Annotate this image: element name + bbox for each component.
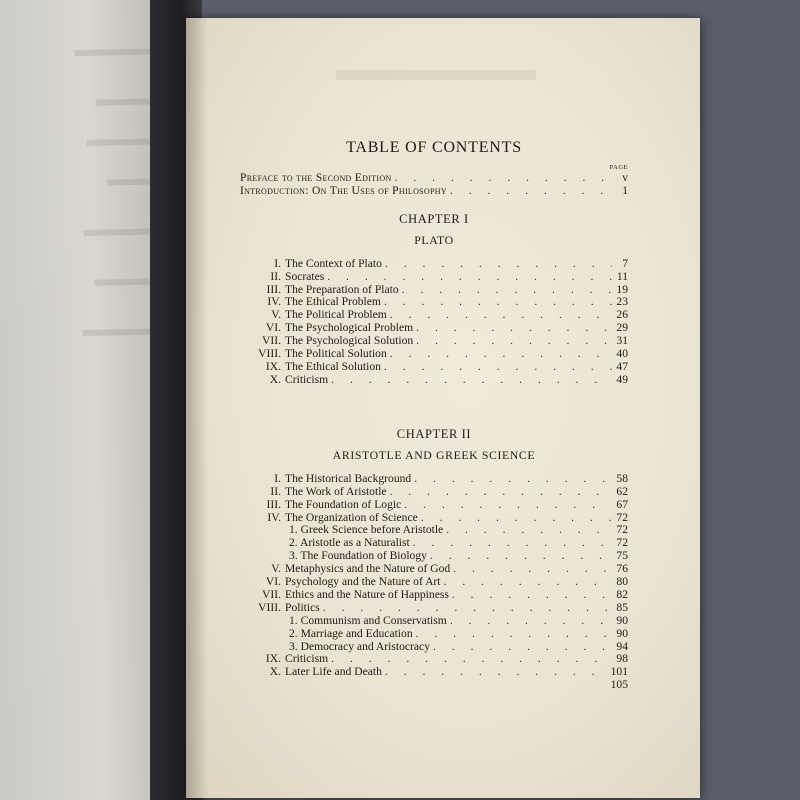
leader-dots <box>401 499 612 512</box>
leader-dots <box>410 537 612 550</box>
section-number: VIII. <box>258 600 281 614</box>
section-number: V. <box>271 308 281 322</box>
toc-row <box>240 499 628 512</box>
section-number: I. <box>274 256 281 270</box>
leader-dots <box>413 322 612 335</box>
entry-title: 3. Democracy and Aristocracy <box>289 639 430 653</box>
page-number: 58 <box>616 471 628 485</box>
leader-dots <box>413 628 612 641</box>
page-number: 29 <box>616 321 628 335</box>
page-number: 1 <box>622 183 628 197</box>
leader-dots <box>427 550 612 563</box>
entry-title: Metaphysics and the Nature of God <box>285 562 451 576</box>
toc-row <box>240 473 628 486</box>
page-number: 75 <box>616 549 628 563</box>
entry-title: 1. Greek Science before Aristotle <box>289 523 444 537</box>
leader-dots <box>399 284 612 297</box>
leader-dots <box>413 335 612 348</box>
toc-subrow <box>240 628 628 641</box>
page-number: 67 <box>616 497 628 511</box>
toc-row <box>240 589 628 602</box>
leader-dots <box>447 185 612 198</box>
toc-row <box>240 258 628 271</box>
toc-subrow <box>240 615 628 628</box>
entry-title: 3. The Foundation of Biology <box>289 549 427 563</box>
page-column-label: PAGE <box>609 163 628 171</box>
front-matter <box>240 172 628 198</box>
entry-title: The Organization of Science <box>285 510 418 524</box>
page-number: 82 <box>616 587 628 601</box>
leader-dots <box>443 524 612 537</box>
entry-title: Psychology and the Nature of Art <box>285 575 441 589</box>
leader-dots <box>382 258 612 271</box>
leader-dots <box>450 563 612 576</box>
entry-title: The Context of Plato <box>285 256 382 270</box>
chapter-heading: CHAPTER I <box>399 211 469 226</box>
page-number: 80 <box>616 575 628 589</box>
leader-dots <box>430 641 612 654</box>
page-number: 94 <box>616 639 628 653</box>
section-number: IX. <box>265 652 281 666</box>
entry-title: The Work of Aristotle <box>285 484 387 498</box>
toc-row <box>240 271 628 284</box>
leader-dots <box>387 486 612 499</box>
toc-page <box>186 18 700 798</box>
leader-dots <box>381 361 612 374</box>
entry-title: The Foundation of Logic <box>285 497 402 511</box>
page-number: 98 <box>616 652 628 666</box>
section-number: III. <box>266 497 281 511</box>
leader-dots <box>441 576 612 589</box>
page-number: 19 <box>616 282 628 296</box>
page-number: v <box>622 170 628 184</box>
toc-row <box>240 679 628 692</box>
entry-title: 2. Aristotle as a Naturalist <box>289 536 410 550</box>
page-number: 23 <box>616 295 628 309</box>
leader-dots <box>320 602 612 615</box>
page-number: 90 <box>616 613 628 627</box>
entry-title: The Historical Background <box>285 471 412 485</box>
entry-title: Preface to the Second Edition <box>240 170 392 184</box>
page-number: 76 <box>616 562 628 576</box>
entry-title: The Ethical Solution <box>285 359 381 373</box>
leader-dots <box>449 589 612 602</box>
page-number: 11 <box>616 269 628 283</box>
leader-dots <box>387 348 612 361</box>
section-number: I. <box>274 471 281 485</box>
entry-title: Criticism <box>285 372 329 386</box>
page-title: TABLE OF CONTENTS <box>346 139 522 156</box>
section-number: II. <box>270 269 281 283</box>
leader-dots <box>381 296 612 309</box>
section-number: VI. <box>265 321 281 335</box>
section-number: IV. <box>267 510 281 524</box>
toc-row <box>240 374 628 387</box>
section-number: IV. <box>267 295 281 309</box>
page-number: 62 <box>616 484 628 498</box>
section-number: X. <box>269 665 281 679</box>
page-number: 26 <box>616 308 628 322</box>
entry-title: Later Life and Death <box>285 665 382 679</box>
toc-row <box>240 185 628 198</box>
leader-dots <box>447 615 612 628</box>
toc-row <box>240 602 628 615</box>
section-number: VI. <box>265 575 281 589</box>
leader-dots <box>418 512 612 525</box>
entry-title: Introduction: On The Uses of Philosophy <box>240 183 447 197</box>
section-number: VII. <box>262 587 281 601</box>
entry-title: The Ethical Problem <box>285 295 381 309</box>
chapter-entries <box>240 473 628 692</box>
entry-title: Socrates <box>285 269 325 283</box>
chapter-title: ARISTOTLE AND GREEK SCIENCE <box>332 447 536 462</box>
entry-title: The Psychological Solution <box>285 334 414 348</box>
page-number: 7 <box>622 256 628 270</box>
toc-row <box>240 172 628 185</box>
leader-dots <box>411 473 612 486</box>
page-number: 85 <box>616 600 628 614</box>
section-number: II. <box>270 484 281 498</box>
entry-title: 2. Marriage and Education <box>289 626 413 640</box>
page-number: 49 <box>616 372 628 386</box>
leader-dots <box>328 374 612 387</box>
chapter-heading: CHAPTER II <box>396 426 472 441</box>
page-number: 72 <box>616 536 628 550</box>
section-number: V. <box>271 562 281 576</box>
entry-title: The Political Problem <box>285 308 387 322</box>
chapter-entries <box>240 258 628 387</box>
section-number: VII. <box>262 334 281 348</box>
page-number: 40 <box>616 347 628 361</box>
show-through-heading <box>336 70 536 80</box>
toc-content <box>240 139 628 692</box>
toc-row <box>240 576 628 589</box>
entry-title: Politics <box>285 600 320 614</box>
page-number: 90 <box>616 626 628 640</box>
leader-dots <box>324 271 612 284</box>
page-number: 31 <box>616 334 628 348</box>
toc-row <box>240 666 628 679</box>
toc-row <box>240 361 628 374</box>
entry-title: The Preparation of Plato <box>285 282 399 296</box>
page-gutter-shadow <box>186 18 208 798</box>
entry-title: Criticism <box>285 652 329 666</box>
spacer <box>240 387 628 413</box>
toc-row <box>240 486 628 499</box>
entry-title: The Political Solution <box>285 347 387 361</box>
section-number: VIII. <box>258 347 281 361</box>
leader-dots <box>387 309 612 322</box>
page-number: 47 <box>616 359 628 373</box>
page-number: 105 <box>610 678 628 692</box>
section-number: X. <box>269 372 281 386</box>
leader-dots <box>382 666 609 679</box>
leader-dots <box>392 172 612 185</box>
section-number: IX. <box>265 359 281 373</box>
page-number: 72 <box>616 510 628 524</box>
section-number: III. <box>266 282 281 296</box>
entry-title: 1. Communism and Conservatism <box>289 613 447 627</box>
page-number: 101 <box>610 665 628 679</box>
entry-title: Ethics and the Nature of Happiness <box>285 587 449 601</box>
chapter-title: PLATO <box>414 232 454 247</box>
page-number: 72 <box>616 523 628 537</box>
entry-title: The Psychological Problem <box>285 321 414 335</box>
